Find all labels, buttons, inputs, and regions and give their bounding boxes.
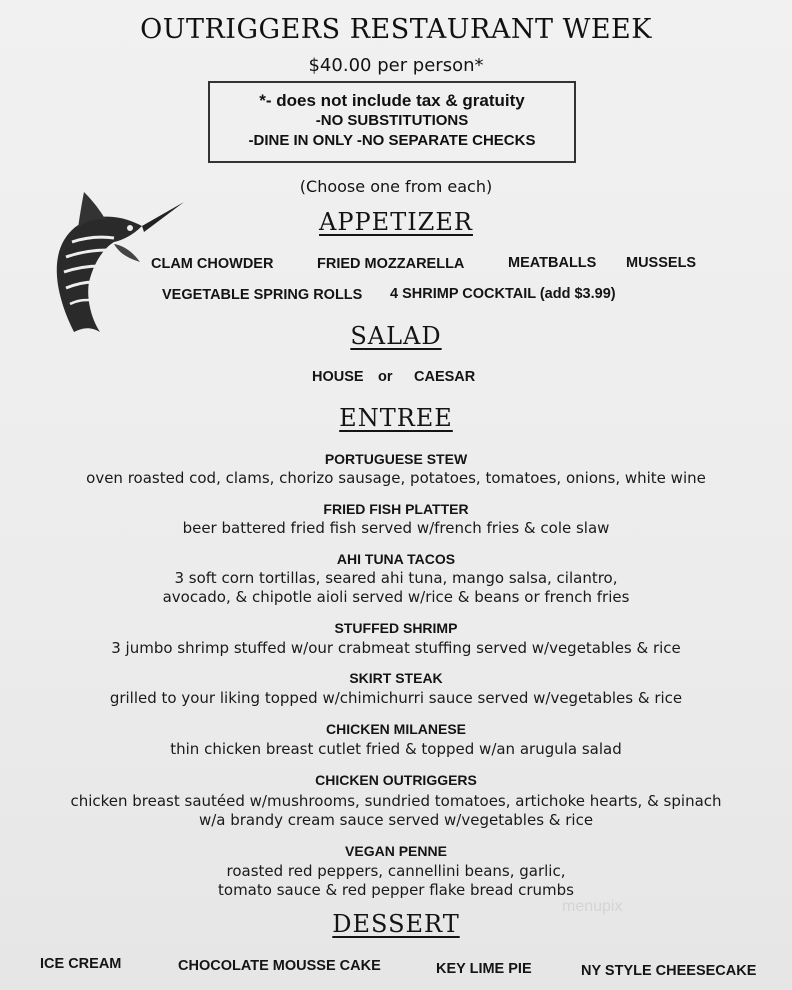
salad-house: HOUSE xyxy=(312,369,364,385)
entree-name: SKIRT STEAK xyxy=(349,670,443,686)
appetizer-clam-chowder: CLAM CHOWDER xyxy=(151,256,274,272)
notice-dine-in: -DINE IN ONLY -NO SEPARATE CHECKS xyxy=(248,132,536,149)
entree-description: beer battered fried fish served w/french fries & cole slaw xyxy=(182,519,610,537)
notice-substitutions: -NO SUBSTITUTIONS xyxy=(315,112,469,129)
entree-name: FRIED FISH PLATTER xyxy=(323,501,469,517)
page-title: OUTRIGGERS RESTAURANT WEEK xyxy=(140,14,652,45)
entree-name: VEGAN PENNE xyxy=(345,843,447,859)
entree-name: PORTUGUESE STEW xyxy=(324,451,468,467)
entree-description: grilled to your liking topped w/chimichurri sauce served w/vegetables & rice xyxy=(109,689,683,707)
entree-name: STUFFED SHRIMP xyxy=(334,620,458,636)
appetizer-mussels: MUSSELS xyxy=(626,255,697,271)
entree-description: 3 soft corn tortillas, seared ahi tuna, mango salsa, cilantro, xyxy=(174,569,618,587)
dessert-chocolate-mousse-cake: CHOCOLATE MOUSSE CAKE xyxy=(178,958,381,974)
appetizer-spring-rolls: VEGETABLE SPRING ROLLS xyxy=(162,287,363,303)
appetizer-heading: APPETIZER xyxy=(319,208,473,236)
salad-caesar: CAESAR xyxy=(414,369,476,385)
entree-heading: ENTREE xyxy=(339,404,453,432)
menupix-watermark: menupix xyxy=(562,898,623,915)
salad-or: or xyxy=(378,369,393,385)
appetizer-fried-mozzarella: FRIED MOZZARELLA xyxy=(317,256,465,272)
choose-instruction: (Choose one from each) xyxy=(299,177,493,196)
entree-description: thin chicken breast cutlet fried & topped w/an arugula salad xyxy=(170,740,622,758)
dessert-ny-cheesecake: NY STYLE CHEESECAKE xyxy=(581,963,757,979)
dessert-key-lime-pie: KEY LIME PIE xyxy=(436,961,532,977)
entree-description: oven roasted cod, clams, chorizo sausage, potatoes, tomatoes, onions, white wine xyxy=(86,469,706,487)
salad-heading: SALAD xyxy=(350,322,442,350)
entree-name: CHICKEN MILANESE xyxy=(325,721,466,737)
entree-description: avocado, & chipotle aioli served w/rice & beans or french fries xyxy=(162,588,630,606)
appetizer-shrimp-cocktail: 4 SHRIMP COCKTAIL (add $3.99) xyxy=(390,286,616,302)
entree-description: chicken breast sautéed w/mushrooms, sundried tomatoes, artichoke hearts, & spinach xyxy=(70,792,722,810)
entree-name: AHI TUNA TACOS xyxy=(336,551,456,567)
notice-tax: *- does not include tax & gratuity xyxy=(259,91,525,110)
entree-description: 3 jumbo shrimp stuffed w/our crabmeat stuffing served w/vegetables & rice xyxy=(111,639,681,657)
notice-box xyxy=(208,81,576,163)
entree-description: roasted red peppers, cannellini beans, garlic, xyxy=(226,862,566,880)
appetizer-meatballs: MEATBALLS xyxy=(508,255,597,271)
dessert-heading: DESSERT xyxy=(332,910,460,938)
dessert-ice-cream: ICE CREAM xyxy=(40,956,122,972)
entree-name: CHICKEN OUTRIGGERS xyxy=(315,772,477,788)
price-per-person: $40.00 per person* xyxy=(308,55,484,76)
entree-description: w/a brandy cream sauce served w/vegetables & rice xyxy=(198,811,594,829)
entree-description: tomato sauce & red pepper flake bread crumbs xyxy=(218,881,574,899)
